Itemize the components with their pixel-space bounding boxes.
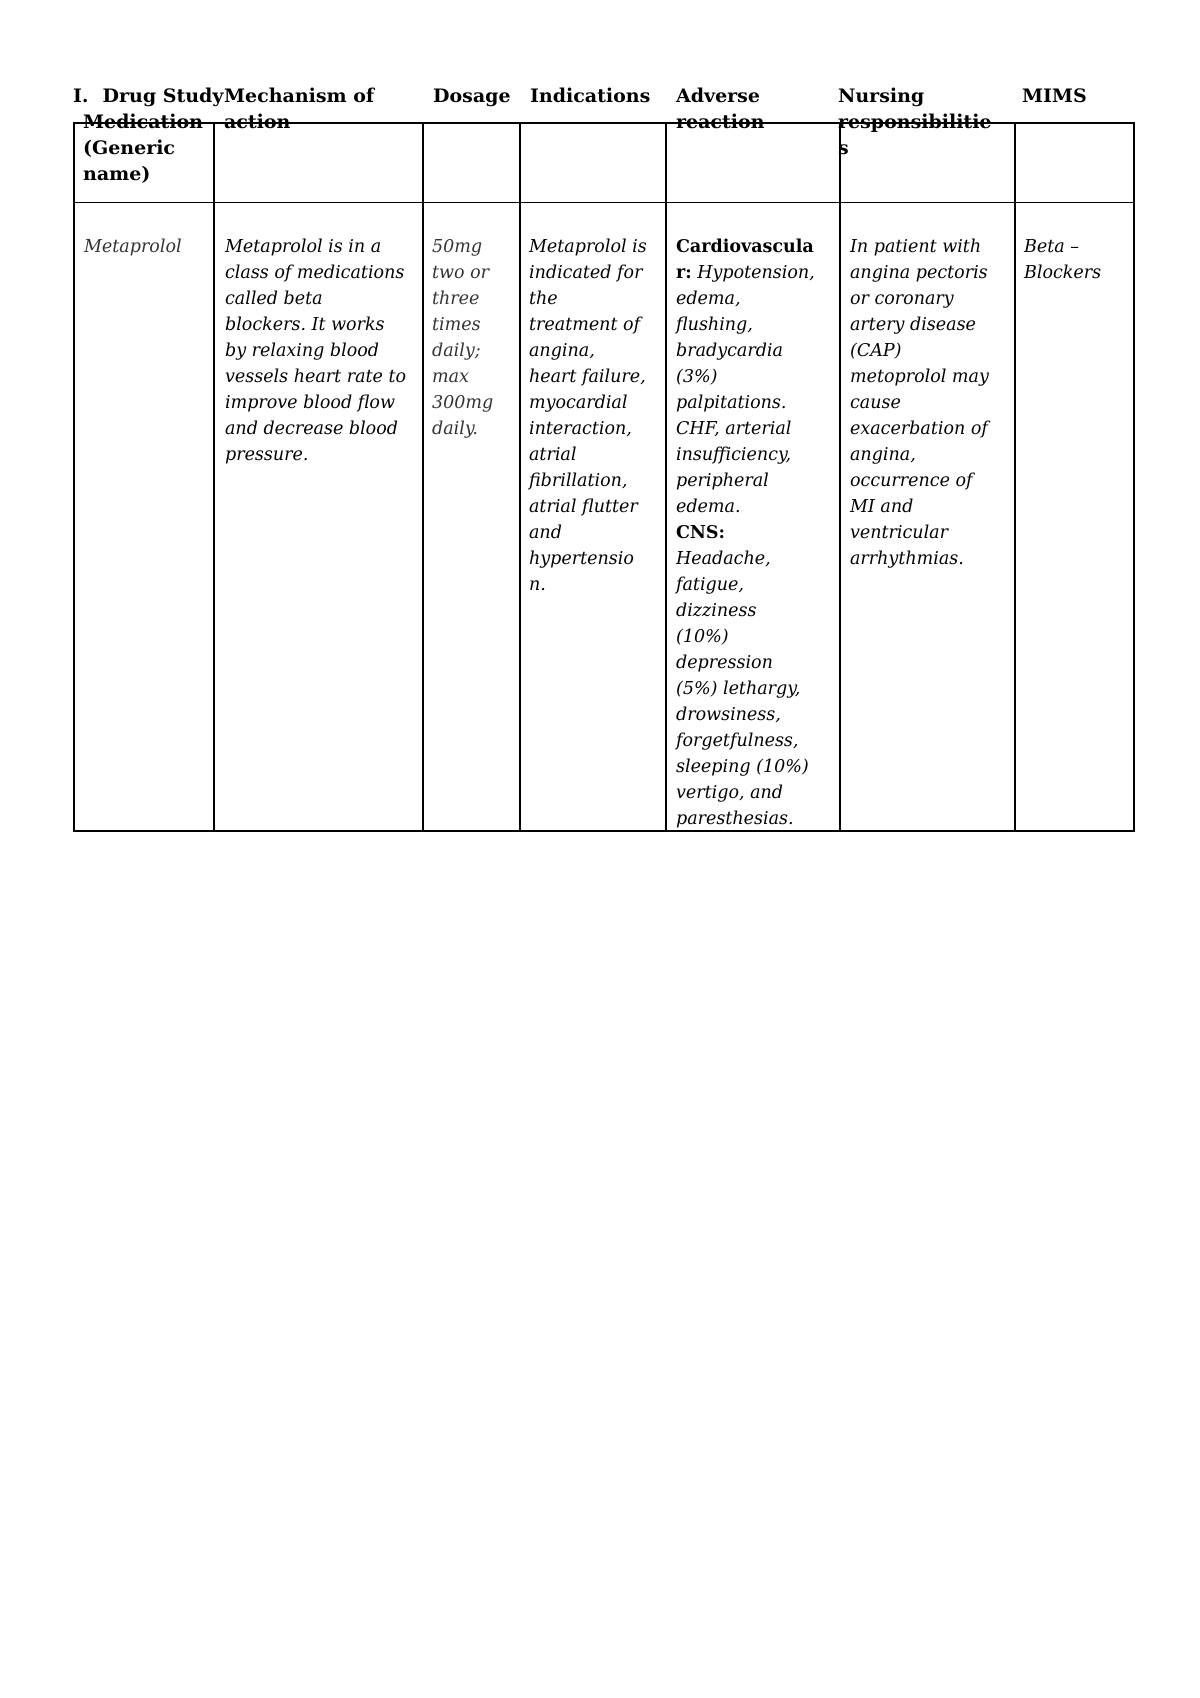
- header-indications: Indications: [530, 85, 651, 107]
- column-divider: [213, 124, 215, 830]
- header-adverse: Adverse reaction: [676, 85, 765, 133]
- header-nursing: Nursing responsibilitie s: [838, 85, 992, 159]
- document-title: [73, 83, 223, 109]
- header-dosage: Dosage: [433, 85, 511, 107]
- cell-medication: Metaprolol: [84, 237, 182, 257]
- cell-indications: Metaprolol is indicated for the treatment of angina, heart failure, myocardial interaction, atrial fibrillation, atrial flutter and hypertensio n.: [529, 237, 647, 595]
- header-mechanism: Mechanism of action: [224, 85, 375, 133]
- header-medication: Medication (Generic name): [83, 111, 203, 185]
- section-number: I.: [73, 85, 89, 107]
- adverse-cardiovascular-text: Hypotension, edema, flushing, bradycardia (3%) palpitations. CHF, arterial insufficiency, peripheral edema.: [676, 263, 815, 517]
- cell-nursing: In patient with angina pectoris or coronary artery disease (CAP) metoprolol may cause exacerbation of angina, occurrence of MI and ventricular arrhythmias.: [850, 237, 989, 569]
- column-divider: [839, 124, 841, 830]
- adverse-cardiovascular-label: Cardiovascula r:: [676, 237, 814, 283]
- header-mims: MIMS: [1022, 85, 1087, 107]
- section-title: Drug Study: [102, 85, 224, 107]
- adverse-cns-text: Headache, fatigue, dizziness (10%) depression (5%) lethargy, drowsiness, forgetfulness, sleeping (10%) vertigo, and paresthesias.: [676, 549, 809, 829]
- column-divider: [422, 124, 424, 830]
- column-divider: [665, 124, 667, 830]
- header-row-divider: [75, 202, 1133, 203]
- cell-dosage: 50mg two or three times daily; max 300mg daily.: [432, 237, 494, 439]
- cell-mims: Beta – Blockers: [1024, 237, 1102, 283]
- adverse-cns-label: CNS:: [676, 523, 726, 543]
- column-divider: [519, 124, 521, 830]
- cell-mechanism: Metaprolol is in a class of medications called beta blockers. It works by relaxing blood vessels heart rate to improve blood flow and decrease blood pressure.: [225, 237, 407, 465]
- cell-adverse: [676, 234, 815, 832]
- column-divider: [1014, 124, 1016, 830]
